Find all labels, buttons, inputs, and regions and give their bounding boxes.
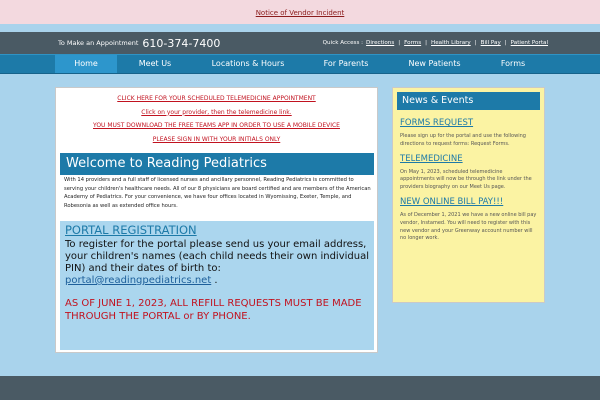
intro-paragraph: With 14 providers and a full staff of licensed nurses and ancillary personnel, Reading Pediatrics is committed to serving your children's healthcare needs. All of our 8 physicians are board certified and are members of the American Academy of Pediatrics. For your convenience, we have four offices located in Wyomissing, Exeter, Temple, and Robesonia as well as extended office hours. [64, 177, 371, 209]
appointment-label: To Make an Appointment [58, 39, 139, 47]
news-telemedicine-heading[interactable]: TELEMEDICINE [400, 153, 463, 164]
telemedicine-links [56, 88, 377, 154]
news-bill-pay-body: As of December 1, 2021 we have a new online bill pay vendor, Instamed. You will need to register with this new vendor and your Greenway account number will no longer work. [400, 211, 537, 242]
phone-number[interactable]: 610-374-7400 [142, 36, 221, 50]
portal-registration-box [60, 221, 374, 350]
refill-notice: AS OF JUNE 1, 2023, ALL REFILL REQUESTS MUST BE MADE THROUGH THE PORTAL or BY PHONE. [65, 298, 362, 322]
portal-instructions-text: To register for the portal please send us your email address, your children's names (each child needs their own individual PIN) and their dates of birth to: [65, 239, 369, 274]
quick-access-label: Quick Access : [322, 40, 364, 46]
nav-item-locations-hours[interactable]: Locations & Hours [211, 59, 285, 68]
news-telemedicine-body: On May 1, 2023, scheduled telemedicine appointments will now be through the link under the providers biography on our Meet Us page. [400, 168, 532, 191]
separator: | [425, 40, 428, 46]
footer-bar [0, 376, 600, 400]
separator: | [398, 40, 401, 46]
spacer-band [0, 24, 600, 32]
teams-app-link[interactable]: YOU MUST DOWNLOAD THE FREE TEAMS APP IN ORDER TO USE A MOBILE DEVICE [93, 122, 340, 129]
notice-bar [0, 0, 600, 24]
header-bar [0, 32, 600, 54]
portal-period: . [211, 275, 218, 286]
provider-link[interactable]: Click on your provider, then the telemedicine link. [141, 108, 292, 116]
quick-link-bill-pay[interactable]: Bill Pay [480, 40, 501, 46]
portal-email-link[interactable]: portal@readingpediatrics.net [65, 275, 212, 286]
quick-access [323, 32, 548, 54]
telemedicine-appointment-link[interactable]: CLICK HERE FOR YOUR SCHEDULED TELEMEDICINE APPOINTMENT [117, 95, 316, 102]
vendor-incident-link[interactable]: Notice of Vendor Incident [255, 9, 345, 17]
quick-link-health-library[interactable]: Health Library [431, 40, 471, 46]
news-forms-request-body: Please sign up for the portal and use the following directions to request forms: Request Forms. [400, 133, 526, 147]
news-list [400, 118, 538, 248]
quick-link-forms[interactable]: Forms [404, 40, 422, 46]
sign-in-link[interactable]: PLEASE SIGN IN WITH YOUR INITIALS ONLY [152, 135, 281, 143]
portal-instructions [65, 239, 369, 287]
quick-link-patient-portal[interactable]: Patient Portal [510, 40, 548, 46]
welcome-heading: Welcome to Reading Pediatrics [60, 153, 374, 175]
nav-item-new-patients[interactable]: New Patients [408, 59, 461, 68]
portal-registration-title[interactable]: PORTAL REGISTRATION [65, 223, 197, 237]
main-content [55, 87, 378, 353]
nav-item-for-parents[interactable]: For Parents [323, 59, 369, 68]
news-events-heading: News & Events [397, 92, 540, 110]
nav-item-meet-us[interactable]: Meet Us [138, 59, 172, 68]
separator: | [474, 40, 477, 46]
appointment-info [58, 32, 220, 54]
news-sidebar [392, 87, 545, 303]
news-bill-pay-heading[interactable]: NEW ONLINE BILL PAY!!! [400, 196, 504, 207]
nav-item-home[interactable]: Home [55, 55, 117, 73]
separator: | [504, 40, 507, 46]
quick-link-directions[interactable]: Directions [366, 40, 395, 46]
main-nav [0, 54, 600, 74]
news-forms-request-heading[interactable]: FORMS REQUEST [400, 118, 474, 128]
nav-item-forms[interactable]: Forms [500, 59, 526, 68]
